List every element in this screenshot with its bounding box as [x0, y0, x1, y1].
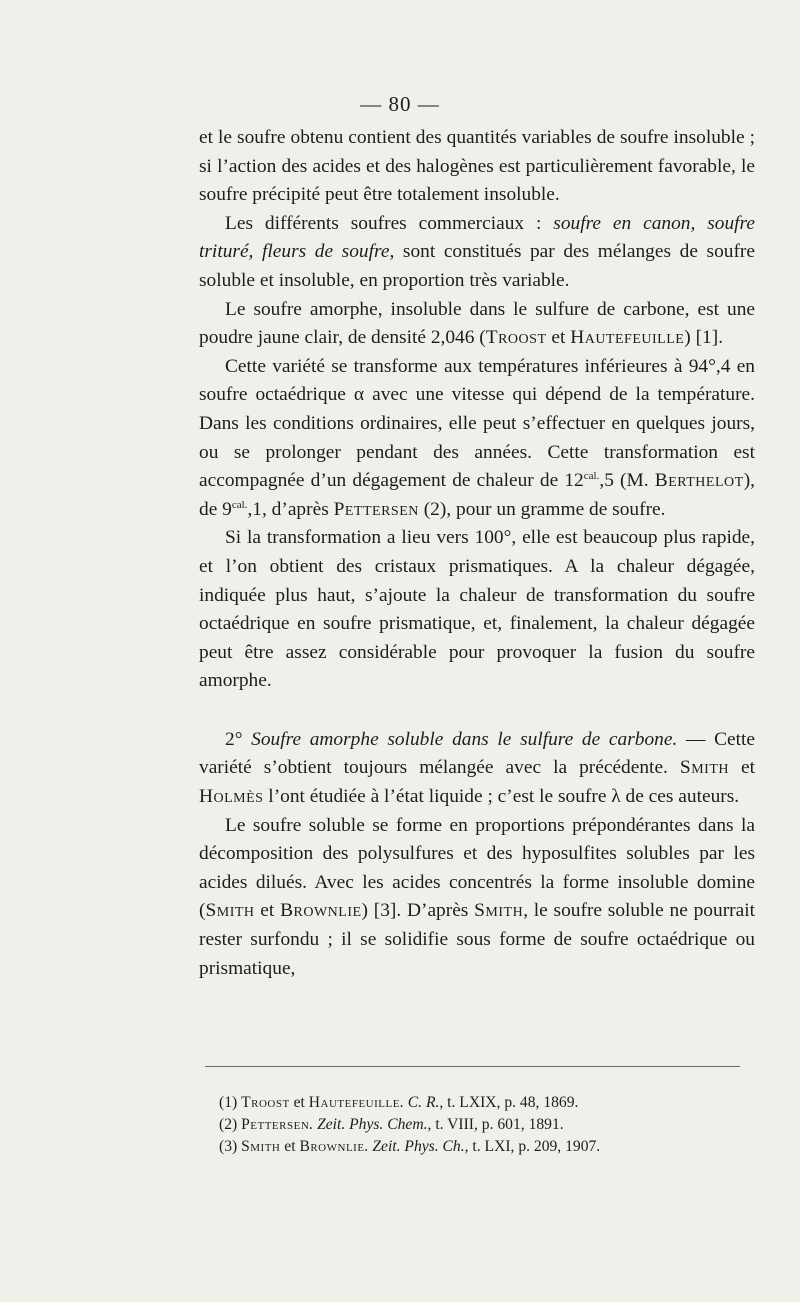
footnote-and: et — [280, 1138, 300, 1155]
author-smith: Smith — [474, 900, 524, 922]
author-smith: Smith — [679, 757, 729, 779]
body-text — [199, 124, 755, 983]
paragraph-6-rest: l’ont étudiée à l’état liquide ; c’est le soufre λ de ces auteurs. — [263, 786, 740, 808]
footnote-author: Smith — [241, 1138, 281, 1155]
section-number: 2° — [225, 728, 252, 750]
author-brownlie: Brownlie — [280, 900, 362, 922]
paragraph-7 — [199, 812, 755, 984]
footnote-and: et — [289, 1094, 309, 1111]
paragraph-3 — [199, 296, 755, 353]
footnote-2 — [219, 1114, 749, 1136]
footnote-journal: . Zeit. Phys. Ch. — [364, 1138, 465, 1155]
author-holmes: Holmès — [199, 786, 264, 808]
page-number: — 80 — — [360, 92, 440, 116]
section-title: Soufre amorphe soluble dans le sulfure de carbone. — [251, 728, 678, 750]
paragraph-4 — [199, 353, 755, 525]
footnote-citation: , t. LXI, p. 209, 1907. — [464, 1138, 601, 1155]
footnotes — [219, 1092, 749, 1158]
conjunction: et — [728, 757, 755, 779]
section-2-paragraph — [199, 726, 755, 812]
commercial-sulfur-types: soufre en canon, soufre trituré, fleurs de soufre, — [199, 212, 755, 263]
author-smith: Smith — [205, 900, 255, 922]
author-berthelot: Berthelot — [654, 470, 744, 492]
footnote-3 — [219, 1136, 749, 1158]
footnote-number: (2) — [219, 1116, 242, 1133]
paragraph-7-rest: , le soufre soluble ne pourrait rester surfondu ; il se solidifie sous forme de soufre octaédrique ou prismatique, — [199, 900, 755, 979]
footnote-author-2: Hautefeuille — [308, 1094, 400, 1111]
footnote-divider — [205, 1066, 740, 1067]
paragraph-4-mid2: ), de 9 — [199, 470, 755, 520]
paragraph-6-dash: — Cette variété s’obtient toujours mélangée avec la précédente. — [199, 728, 755, 779]
paragraph-4-lead: Cette variété se transforme aux températures inférieures à 94°,4 en soufre octaédrique α avec une vitesse qui dépend de la température. Dans les conditions ordinaires, elle peut s’effectuer en quelques jours, ou se prolonger pendant des années. Cette transformation est accompagnée d’un dégagement de chaleur de 12 — [199, 355, 755, 492]
conjunction: et — [254, 900, 281, 922]
reference-1: ) [1]. — [684, 327, 724, 349]
footnote-number: (3) — [219, 1138, 242, 1155]
paragraph-2 — [199, 210, 755, 296]
paragraph-7-lead: Le soufre soluble se forme en proportions prépondérantes dans la décomposition des polysulfures et des hyposulfites solubles par les acides dilués. Avec les acides concentrés la forme insoluble domine ( — [199, 814, 755, 922]
footnote-author: Troost — [241, 1094, 290, 1111]
footnote-author-2: Brownlie — [299, 1138, 365, 1155]
footnote-journal: . Zeit. Phys. Chem. — [309, 1116, 428, 1133]
paragraph-3-lead: Le soufre amorphe, insoluble dans le sulfure de carbone, est une poudre jaune clair, de densité 2,046 ( — [199, 298, 755, 349]
conjunction: et — [546, 327, 571, 349]
paragraph-1: et le soufre obtenu contient des quantités variables de soufre insoluble ; si l’action des acides et des halogènes est particulièrement favorable, le soufre précipité peut être totalement insoluble. — [199, 127, 755, 206]
footnote-citation: , t. LXIX, p. 48, 1869. — [439, 1094, 579, 1111]
paragraph-5: Si la transformation a lieu vers 100°, elle est beaucoup plus rapide, et l’on obtient des cristaux prismatiques. A la chaleur dégagée, indiquée plus haut, s’ajoute la chaleur de transformation du soufre octaédrique en soufre prismatique, et, finalement, la chaleur dégagée peut être assez considérable pour provoquer la fusion du soufre amorphe. — [199, 527, 755, 692]
unit-cal: cal. — [231, 498, 248, 511]
footnote-author: Pettersen — [241, 1116, 310, 1133]
paragraph-4-rest: (2), pour un gramme de soufre. — [418, 498, 666, 520]
paragraph-4-mid3: ,1, d’après — [247, 498, 334, 520]
footnote-citation: , t. VIII, p. 601, 1891. — [427, 1116, 564, 1133]
author-pettersen: Pettersen — [333, 498, 419, 520]
paragraph-2-lead: Les différents soufres commerciaux : — [225, 212, 554, 234]
paragraph-7-mid: ) [3]. D’après — [361, 900, 475, 922]
paragraph-2-rest: sont constitués par des mélanges de soufre soluble et insoluble, en proportion très variable. — [199, 241, 755, 291]
author-troost: Troost — [485, 327, 547, 349]
author-hautefeuille: Hautefeuille — [570, 327, 685, 349]
paragraph-4-mid: ,5 (M. — [599, 470, 655, 492]
footnote-number: (1) — [219, 1094, 242, 1111]
unit-cal: cal. — [583, 470, 600, 483]
footnote-journal: . C. R. — [399, 1094, 440, 1111]
footnote-1 — [219, 1092, 749, 1114]
